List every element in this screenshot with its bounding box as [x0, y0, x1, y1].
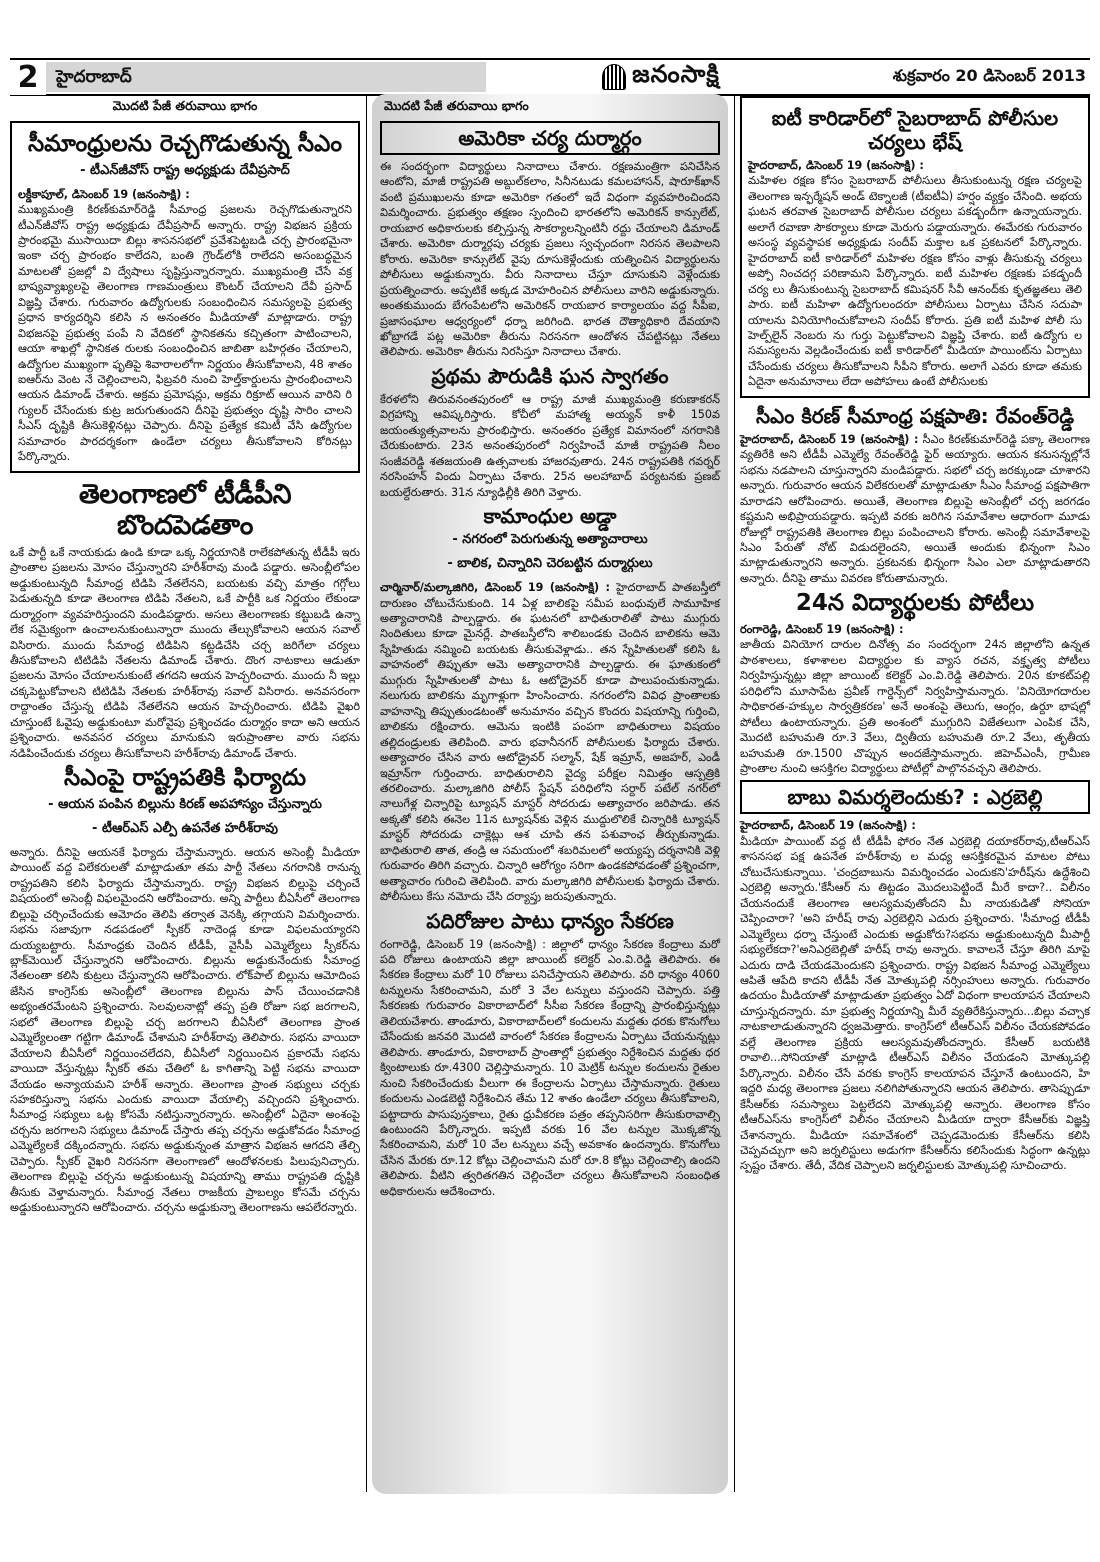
continued-kicker: మొదటి పేజీ తరువాయి భాగం	[384, 98, 529, 113]
article-errabelli	[740, 780, 1090, 1173]
article-text: సీఎం కిరణ్‌కుమార్‌రెడ్డి పక్కా తెలంగాణ వ్యతిరేకి అని టీడీపీ ఎమ్మెల్యే రేవంత్‌రెడ్డి ఫైర్ అయ్యారు. ఆయన కనుసన్నల్లోనే సభను నడపాలని చూస్తున్నారని మండిపడ్డారు. సభలో చర్చ జరక్కుండా చూశారని అన్నారు. గురువారం ఆయన విలేకరులతో మాట్లాడుతూ సీఎం సీమాంధ్ర పక్షపాతిగా మారాడని ఆరోపించారు. అయితే, తెలంగాణ బిల్లుపై అసెంబ్లీలో చర్చ జరగడం కష్టమని అభిప్రాయపడ్డారు. ఇప్పటి వరకు జరిగిన సమావేశాల ఆధారంగా మూడు రోజుల్లో రాష్ట్రపతికి తెలంగాణ బిల్లు పంపించాలని కోరారు. అసెంబ్లీ సమావేశాలపై సిఎం పేరుతో నోట్ విడుదలైందని, అయితే అందుకు భిన్నంగా సిఎం మాట్లాడుతున్నారని అన్నారు. ప్రకటనకు భిన్నంగా సిఎం ఎలా మాట్లాడుతారని అన్నారు. దీనిపై తాము వివరణ కోరుతామన్నారు.	[740, 432, 1090, 585]
article-subhead: - ఆయన పంపిన బిల్లును కిరణ్ అపహాస్యం చేస్తున్నారు	[48, 796, 322, 812]
article-tdp	[10, 479, 360, 761]
column-left	[10, 94, 360, 1494]
article-body	[740, 818, 1090, 1173]
article-subhead: - బాలిక, చిన్నారిని చెరబట్టిన దుర్మార్గులు	[447, 556, 653, 572]
article-subhead: - నగరంలో పెరుగుతున్న అత్యాచారాలు	[452, 532, 648, 548]
article-student-contests	[740, 590, 1090, 776]
article-headline: ఐటీ కారిడార్‌లో సైబరాబాద్ పోలీసుల చర్యలు భేష్	[771, 106, 1059, 154]
article-america	[380, 121, 720, 360]
article-text: హైదరాబాద్ పాతబస్తీలో దారుణం చోటుచేసుకుంది. 14 ఏళ్ల బాలికపై సమీప బంధువులే సామూహిక అత్యాచారానికి పాల్పడ్డారు. ఈ ఘటనలో బాధితురాలితో పాటు ముగ్గురు నిందితులు కూడా మైనర్లే. పాతబస్తీలోని శాలిబండకు చెందిన బాలికను ఆమె స్నేహితుడు నమ్మించి బయటకు తీసుకువెళ్లాడు.. తన స్నేహితులతో కలిసి ఓ వాహనంలో తిప్పుతూ ఆమె అత్యాచారానికి పాల్పడ్డారు. ఈ ఘాతుకంలో ముగ్గురు స్నేహితులతో పాటు ఓ ఆటోడ్రైవర్ కూడా పాలుపంచుకున్నాడు. నలుగురు బాలికను మృగాళ్లుగా హింసించారు. నగరంలోని వివిధ ప్రాంతాలకు వాహనాన్ని తిప్పుతుండటంతో అనుమానం వచ్చిన కొందరు విషయాన్ని గుర్తించి, బాలికను రక్షించారు. ఆమెను ఇంటికి పంపగా బాధితురాలు విషయం తల్లిదండ్రులకు తెలిపింది. వారు భవానీనగర్ పోలీసులకు ఫిర్యాదు చేశారు. అత్యాచారం చేసిన వారు ఆటోడ్రైవర్ సల్మాన్, షేక్ ఇమ్రాన్, అజహర్, ఎండీ ఇమ్రాన్‌గా గుర్తించారు. బాధితురాలిని వైద్య పరీక్షల నిమిత్తం ఆస్పత్రికి తరలించారు. మల్కాజిగిరి పోలీస్ స్టేషన్ పరిధిలోని సర్దార్ పటేల్ నగర్‌లో నాలుగేళ్ల చిన్నారిపై ట్యూషన్ మాస్టర్ సోదరుడు అత్యాచారం జరిపాడు. తన అక్కతో కలిసి ఈనెల 11న ట్యూషన్‌కు వెళ్లిన ముద్దులొలికే చిన్నారికి ట్యూషన్ మాస్టర్ సోదరుడు చాక్లెట్లు ఆశ చూపి తన పశువాంఛ తీర్చుకున్నాడు. బాధితురాలి తాత, తండ్రి ఆ సమయంలో శబరిమలలో అయ్యప్ప దర్శనానికి వెళ్లి గురువారం తిరిగి వచ్చారు. చిన్నారి ఆరోగ్యం సరిగా ఉండకపోవడంతో ప్రశ్నించగా, అత్యాచారం గురించి తెలిపింది. వారు మల్కాజిగిరి పోలీసులకు ఫిర్యాదు చేశారు. పోలీసులు కేసు నమోదు చేసి దర్యాప్తు జరుపుతున్నారు.	[380, 581, 720, 904]
article-dateline: రంగారెడ్డి, డిసెంబర్ 19 (జనంసాక్షి) :	[380, 937, 546, 951]
article-text: ఈ సందర్భంగా విద్యార్థులు నినాదాలు చేశారు. రక్షణమంత్రిగా పనిచేసిన ఆంటోని, మాజీ రాష్ట్రపతి అబ్దుల్‌కలాం, సినీనటుడు కమలహాసన్, షారూక్‌ఖాన్ వంటి ప్రముఖులను కూడా అమెరికా గతంలో ఇదే విధంగా వ్యవహరించిందని విమర్శించారు. ప్రభుత్వం తక్షణం స్పందించి భారతలోని అమెరికన్ కాన్సులేట్, రాయబార అధికారులకు కల్పిస్తున్న సౌకర్యాలన్నింటినీ రద్దు చేయాలని డిమాండ్ చేశారు. అమెరికా దుర్మార్గపు చర్యకు ప్రజలు స్వచ్ఛందంగా నిరసన తెలపాలని కోరారు. అమెరికా కాన్సులేట్ వైపు దూసుకెళ్లేందుకు యత్నించిన విద్యార్థులను పోలీసులు అడ్డుకున్నారు. వీరు నినాదాలు చేస్తూ దూసుకుని వెళ్లేందుకు ప్రయత్నించారు. అప్పటికే అక్కడ మోహరించిన పోలీసులు వారిని అడ్డుకున్నారు. అంతకుముందు బేగంపేటలోని అమెరికన్ రాయబార కార్యాలయం వద్ద సీపీఐ, ప్రజాసంఘాల ఆధ్వర్యంలో ధర్నా జరిగింది. భారత దౌత్యాధికారి దేవయాని ఖోబ్రాగడే పట్ల అమెరికా తీరును నిరసనగా ఆందోళన చేపట్టినట్లు నేతలు తెలిపారు. అమెరికా తీరును నిరసిస్తూ నినాదాలు చేశారు.	[380, 160, 720, 359]
article-president-welcome	[380, 364, 720, 500]
page-number: 2	[10, 60, 46, 95]
article-headline: కామాంధుల అడ్డా	[483, 504, 617, 529]
article-text: మహిళల రక్షణ కోసం సైబరాబాద్ పోలీసులు తీసుకుంటున్న రక్షణ చర్యలపై తెలంగాణ ఇన్ఫర్మేషన్ అండ్ టెక్నాలజీ (టీఐటీఏ) హర్షం వ్యక్తం చేసింది. అభయ ఘటన తరవాత సైబరాబాద్ పోలీసుల చర్యలు పకడ్బందీగా ఉన్నాయన్నారు. అలాగే రవాణా సౌకర్యాలు కూడా మెరుగు పడ్డాయన్నారు. ఈమేరకు గురువారం అసంస్థ వ్యవస్థాపక అధ్యక్షుడు సందీప్ మక్తాల ఒక ప్రకటనలో పేర్కొన్నారు. హైదరాబాద్ ఐటీ కారిడార్‌లో మహిళల రక్షణ కోసం వాళ్లు తీసుకున్న చర్యలు అప్పో నించదగ్గ పరిణామని పేర్కొన్నారు. ఐటీ మహిళల రక్షణకు పకడ్బందీ చర్య లు తీసుకుంటున్న సైబరాబాద్ కమిషనర్ సీవీ ఆనంద్‌కు కృతజ్ఞతలు తెలి పారు. ఐటీ మహిళా ఉద్యోగులందరూ పోలీసులు ఏర్పాటు చేసిన సదుపా యాలను వినియోగించుకోవాలని సందీప్ కోరారు. ప్రతి ఐటీ మహిళ పోలీ సు హెల్ప్‌లైన్ నెంబరు ను గుర్తు పెట్టుకోవాలని విజ్ఞప్తి చేశారు. ఐటీ ఉద్యోగు ల సమస్యలను వెల్లడించేందుకు ఐటీ కారిడార్‌లో మీడియా పాయింట్‌ను ఏర్పాటు చేసేందుకు చర్యలు తీసుకోవాలని సీపీని కోరారు. అలాగే ఎవరు కూడా తమకు ఏదైనా అనుమానాలు లేదా అపోహలు ఉంటే పోలీసులకు	[748, 174, 1082, 389]
column-right	[740, 94, 1090, 1494]
column-divider	[366, 96, 367, 1492]
article-headline: సీఎంపై రాష్ట్రపతికి ఫిర్యాదు	[63, 765, 307, 792]
article-body	[18, 187, 352, 465]
article-dateline: లక్డీకాపూల్, డిసెంబర్ 19 (జనంసాక్షి) :	[18, 187, 190, 201]
brand-name: జనంసాక్షి	[632, 60, 720, 88]
article-body	[748, 158, 1082, 390]
article-body	[740, 622, 1090, 777]
continued-kicker: మొదటి పేజీ తరువాయి భాగం	[112, 98, 258, 113]
article-body	[380, 580, 720, 905]
article-it-corridor	[740, 96, 1090, 398]
article-text: అన్నారు. దీనిపై ఆయనకే ఫిర్యాదు చేస్తామన్నారు. ఆయన అసెంబ్లీ మీడియా పాయింట్ వద్ద విలేకరులతో మాట్లాడుతూ తమ పార్టీ నేతలు నగరానికి రానున్న రాష్ట్రపతిని కలిసి ఫిర్యాదు చేస్తామన్నారు. రాష్ట్ర విభజన బిల్లుపై చర్చించే విషయంలో అసెంబ్లీ విఫలమైందని ఆరోపించారు. అన్ని పార్టీలు బీఏసీలో తెలంగాణ బిల్లుపై చర్చించేందుకు ఆమోదం తెలిపి తర్వాత వెనక్కి తగ్గాయని విమర్శించారు. సభను సజావుగా నడపడంలో స్పీకర్ నాదెండ్ల కూడా విఫలమయ్యారని దుయ్యబట్టారు. సీమాంధ్రకు చెందిన టీడీపీ, వైసీపీ ఎమ్మెల్యేలు స్పీకర్‌ను బ్లాక్‌మెయిల్ చేస్తున్నారని ఆరోపించారు. బిల్లును అడ్డుకునేందుకు సీమాంధ్ర నేతలంతా కలిసి కుట్రలు చేస్తున్నారని ఆరోపించారు. లోక్‌పాల్ బిల్లును ఆమోదింప జేసిన కాంగ్రెస్‌కు అసెంబ్లీలో తెలంగాణ బిల్లును పాస్ చేయించడానికి అభ్యంతరమేంటని ప్రశ్నించారు. సెలవులనాట్లో తప్ప ప్రతి రోజూ సభ జరగాలని, సభలో తెలంగాణ బిల్లుపై చర్చ జరగాలని బీఏసీలో తెలంగాణ ప్రాంత ఎమ్మెల్యేలంతా గట్టిగా డిమాండ్ చేశామని హరీశ్‌రావు తెలిపారు. సభను వాయిదా వేయాలని బీఏసీలో నిర్ణయించలేదని, బీఏసీలో నిర్ణయించిన ప్రకారమే సభను వాయిదా వేస్తున్నట్లు స్పీకర్ తమ చేతిలో ఓ కాగితాన్ని పెట్టి సభను వాయిదా వేయడం అన్యాయమని హరీశ్ అన్నారు. తెలంగాణ ప్రాంత సభ్యులు చర్చకు సహకరిస్తున్నా సభను ఎందుకు వాయిదా వేయాల్సి వచ్చిందని ప్రశ్నించారు. సీమాంధ్ర సభ్యులు ఒట్ల కోసమే నటిస్తున్నారన్నారు. అసెంబ్లీలో ఏదైనా అంశంపై చర్చను జరగాలని సభ్యులు డిమాండ్ చేస్తారు తప్ప చర్చను అడ్డుకోవడం సీమాంధ్ర ఎమ్మెల్యేలకే దక్కిందన్నారు. సభను అడ్డుకున్నంత మాత్రాన విభజన ఆగదని తేల్చి చెప్పారు. స్పీకర్ వైఖరి నిరసనగా తెలంగాణలో ఆందోళనలకు పిలుపునిచ్చారు. తెలంగాణ బిల్లుపై చర్చను అడ్డుకుంటున్న విషయాన్ని తాము రాష్ట్రపతి దృష్టికి తీసుకు వెళ్తామన్నారు. సీమాంధ్ర నేతలు రాజకీయ ప్రాబల్యం కోసమే చర్చను అడ్డుకుంటున్నారని ఆరోపించారు. చర్చను అడ్డుకున్నా తెలంగాణను ఆపలేరన్నారు.	[10, 845, 360, 1215]
article-headline: పదిరోజుల పాటు ధాన్యం సేకరణ	[426, 908, 674, 933]
section-name: హైదరాబాద్	[46, 62, 486, 92]
brand-logo	[486, 60, 836, 94]
article-text: మీడియా పాయింట్ వద్ద టీ టీడీపీ ఫోరం నేత ఎర్రబెల్లి దయాకర్‌రావు,టీఆర్ఎస్ శాసనసభ పక్ష ఉపనేత హరీశ్‌రావు ల మధ్య ఆసక్తికరమైన మాటల పోటు చోటుచేసుకున్నాయి. 'చంద్రబాబును విమర్శించడం ఎందుకని'హరీష్‌ను ఉద్దేశించి ఎర్రబెల్లి అన్నారు.'కేసీఆర్ ను తిట్టడం మొదలుపెట్టిందే మీరే కాదా?.. విలీనం చేయనందుకే తెలంగాణ ఆలస్యమవుతోందని మీ నాయకుడితో సోనియా చెప్పించారా? 'అని హరీష్ రావు ఎర్రబెల్లిని ఎదురు ప్రశ్నించారు. 'సీమాంధ్ర టీడీపీ ఎమ్మెల్యేలు ధర్నా చేస్తుంటే ఎందుకు అడ్డుకోరు?సభను అడ్డుకుంటున్నది మీపార్టీ సభ్యులేకదా?'అనిఎర్రబెల్లితో హరీష్ రావు అన్నారు. కావాలనే చేస్తూ తిరిగి మాపై ఎదురు దాడి చేయడమెందుకని ప్రశ్నించారు. రాష్ట్ర విభజన సీమాంధ్ర ఎమ్మెల్యేలు ఆపితే ఆపేది కాదని టీడీపీ నేత మోత్కుపల్లి నర్సింహులు అన్నారు. గురువారం ఉదయం మీడియాతో మాట్లాడుతూ ప్రభుత్వం ఏదో విధంగా కాలయాపన చేయాలని చూస్తున్నదన్నారు. మా ప్రభుత్వ నిర్ణయాన్ని మీరే వ్యతిరేకిస్తున్నారు...బిల్లు వచ్చాక నాటకాలాడుతున్నారని ధ్వజమెత్తారు. కాంగ్రెస్‌లో టీఆర్ఎస్ విలీనం చేయకపోవడం వల్లే తెలంగాణ ప్రక్రియ ఆలస్యమవుతోందన్నారు. కేసీఆర్ బయటికి రావాలి...సోనియాతో మాట్లాడి టీఆర్ఎస్ విలీనం చేయడంని మోత్కుపల్లి పేర్కొన్నారు. విలీనం చేసే వరకు కాంగ్రెస్ కాలయాపన చేస్తూనే ఉంటుందని, హి ఇద్దరి మధ్య తెలంగాణ ప్రజలు నలిగిపోతున్నారని ఆయన తెలిపారు. తాసెప్పుడూ కేసీఆర్‌కు సమస్యాలు పెట్టలేదని మోత్కుపల్లి అన్నారు. తెలంగాణ కోసం టీఆర్ఎస్‌ను కాంగ్రెస్‌లో విలీనం చేయాలని మీడియా ద్వారా కేసీఆర్‌కు విజ్ఞప్తి చేశానన్నారు. మీడియా సమావేశంలో చెప్పడమెందుకు కేసీఆర్‌ను కలిసి చెప్పవచ్చుగా అని జర్నలిస్టులు అడుగగా కేసీఆర్‌ను కలిసేందుకు సిద్ధంగా ఉన్నట్లు స్పష్టం చేశారు. తేదీ, వేదిక చెప్పాలని జర్నలిస్టులకు మోత్కుపల్లి సూచించారు.	[740, 834, 1090, 1173]
article-seemandhra-cm	[10, 121, 360, 473]
article-headline: అమెరికా చర్య దుర్మార్గం	[380, 121, 720, 155]
article-dateline: హైదరాబాద్, డిసెంబర్ 19 (జనంసాక్షి) :	[740, 432, 919, 446]
article-headline: సీమాంధ్రులను రెచ్చగొడుతున్న సీఎం	[27, 131, 343, 157]
article-dateline: హైదరాబాద్, డిసెంబర్ 19 (జనంసాక్షి) :	[740, 819, 916, 833]
article-text: కేరళలోని తిరువనంతపురంలో ఆ రాష్ట్ర మాజీ ముఖ్యమంత్రి కరుణాకరన్ విగ్రహాన్ని ఆవిష్కరిస్తారు. కోచీలో మహాత్మ అయ్యన్ కాళీ 150వ జయంత్యుత్సవాలను ప్రారంభిస్తారు. అనంతరం ప్రత్యేక విమానంలో నగరానికి చేరుకుంటారు. 23న అనంతపురంలో నిర్వహించే మాజీ రాష్ట్రపతి నీలం సంజీవరెడ్డి శతజయంతి ఉత్సవాలకు హాజరవుతారు. 24న రాష్ట్రపతికి గవర్నర్ నరసింహన్ విందు ఏర్పాటు చేశారు. 25న అలహాబాద్ పర్యటనకు ప్రణబ్ బయల్దేరుతారు. 31న న్యూఢిల్లీకి తిరిగి వెళ్తారు.	[380, 392, 720, 499]
article-headline: తెలంగాణలో టీడీపీని బొందపెడతాం	[78, 478, 292, 541]
article-dateline: రంగారెడ్డి, డిసెంబర్ 19 (జనంసాక్షి) :	[740, 622, 904, 636]
column-divider	[734, 96, 735, 1492]
article-subhead: - టీఎన్‌జీవోస్ రాష్ట్ర అధ్యక్షుడు దేవీప్రసాద్	[80, 162, 290, 178]
article-crime	[380, 504, 720, 905]
article-text: జిల్లాలో ధాన్యం సేకరణ కేంద్రాలు మరో పది రోజులు ఉంటాయని జిల్లా జాయింట్ కలెక్టర్ ఎం.వి.రెడ్డి తెలిపారు. ఈ సేకరణ కేంద్రాలు మరో 10 రోజులు పనిచేస్తాయని తెలిపారు. వరి ధాన్యం 4060 టన్నులను సేకరించామని, మరో 3 వేల టన్నులు వస్తుందని చెప్పారు. పత్తి సేకరణకు గురువారం వికారాబాద్‌లో సీసీఐ సేకరణ కేంద్రాన్ని ప్రారంభిస్తున్నట్లు తెలియచేశారు. తాండూరు, వికారాబాద్‌లలో కందులను మద్దతు ధరకు కొనుగోలు చేసేందుకు జనవరి మొదటి వారంలో సేకరణ కేంద్రాలను ఏర్పాటు చేయనున్నట్లు తెలిపారు. తాండూరు, వికారాబాద్ ప్రాంతాల్లో ప్రభుత్వం నిర్దేశించిన మద్దతు ధర క్వింటాలుకు రూ.4300 చెల్లిస్తామన్నారు. 10 మెట్రిక్ టన్నుల కందులను రైతుల నుంచి సేకరించేందుకు వీలుగా ఈ కేంద్రాలను ఏర్పాటు చేస్తామన్నారు. రైతులు కందులను ఎండబెట్టి నిర్దేశించిన తేమ 12 శాతం ఉండేలా చర్యలు తీసుకోవాలని, పట్టాదారు పాసుపుస్తకాలు, రైతు ధ్రువీకరణ పత్రం తప్పనిసరిగా తీసుకురావాల్సి ఉంటుందని పేర్కొన్నారు. ఇప్పటి వరకు 16 వేల టన్నుల మొక్కజొన్న సేకరించామని, మరో 10 వేల టన్నులు వచ్చే అవకాశం ఉందన్నారు. కొనుగోలు చేసిన మేరకు రూ.12 కోట్లు చెల్లించామని మరో రూ.8 కోట్లు చెల్లించాల్సి ఉందని తెలిపారు. వీటిని త్వరితగతిన చెల్లించేలా చర్యలు తీసుకోవాలని సంబంధిత అధికారులను ఆదేశించారు.	[380, 937, 721, 1198]
masthead	[10, 58, 1090, 96]
article-headline: ప్రథమ పౌరుడికి ఘన స్వాగతం	[431, 363, 669, 388]
article-text: ముఖ్యమంత్రి కిరణ్‌కుమార్‌రెడ్డి సీమాంధ్ర ప్రజలను రెచ్చగొడుతున్నారని టీఎన్‌జీవోస్ రాష్ట్ర అధ్యక్షుడు దేవీప్రసాద్ అన్నారు. రాష్ట్ర విభజన ప్రక్రియ ప్రారంభమై ముసాయిదా బిల్లు శాసనసభలో ప్రవేశపెట్టబడి చర్చ ప్రారంభమైనా ఇంకా చర్చ ప్రారంభం కాలేదని, బంతి గ్రౌండ్‌లోకి రాలేదని అసంబద్ధమైన మాటలతో ప్రజల్లో వి ద్వేషాలు సృష్టిస్తున్నారన్నారు. ముఖ్యమంత్రి చేసే వక్ర భాష్యవ్యాఖ్యలపై తెలంగాణ గాణమంత్రులు కౌంటర్ చేయాలని దేవీ ప్రసాద్ విజ్ఞప్తి చేశారు. గురువారం ఉద్యోగులకు సంబంధించిన సమస్యలపై ప్రభుత్వ ప్రధాన కార్యదర్శిని కలిసి న అనంతరం మీడియాతో మాట్లాడారు. రాష్ట్ర విభజనపై ప్రభుత్వ పంపే ని వేదికలో స్థానికతను కచ్చితంగా పాటించాలని, ఆయా శాఖల్లో స్థానికత రులకు సంబంధించిన జాబితా బహిర్గతం చేయాలని, ఉద్యోగుల ముఖ్యంగా ఫృతిపై శివారాలలోగా నిర్ణయం తీసుకోవాలని, 48 శాతం ఐఆర్‌ను వెంట నే చెల్లించాలని, ఫిబ్రవరి నుంచి హెల్త్‌కార్డులను ప్రారంభించాలని ఆయన డిమాండ్ చేశారు. అక్రమ ప్రమోషన్లు, అక్రమ రిక్రూట్ ఆయిన వారిని రి గ్యులర్ చేసేందుకు కుట్ర జరుగుతుందని దీనిపై ప్రభుత్వం దృష్టి సారిం చాలని సీఎస్ దృష్టికి తీసుకెళ్లినట్లు చెప్పారు. దీనిపై ప్రత్యేక కమిటీ వేసి ఉద్యోగుల సమాచారం పారదర్శకంగా ఉండేలా చర్యలు తీసుకోవాలని కోరినట్లు పేర్కొన్నారు.	[18, 203, 352, 464]
article-president-complaint	[10, 765, 360, 1215]
column-center	[372, 94, 728, 1494]
article-subhead: - టీఆర్ఎస్ ఎల్పీ ఉపనేత హరీశ్‌రావు	[92, 820, 278, 836]
article-headline: 24న విద్యార్థులకు పోటీలు	[795, 590, 1035, 617]
article-dateline: చార్మినార్/మల్కాజిగిరి, డిసెంబర్ 19 (జనంసాక్షి) :	[380, 581, 611, 595]
article-grain	[380, 909, 720, 1200]
issue-date: శుక్రవారం 20 డిసెంబర్ 2013	[892, 65, 1086, 85]
article-headline: సీఎం కిరణ్ సీమాంధ్ర పక్షపాతి: రేవంత్‌రెడ్డి	[755, 403, 1075, 428]
article-body	[380, 937, 720, 1200]
article-body	[740, 432, 1090, 587]
lion-emblem-icon	[602, 64, 626, 90]
article-revanth	[740, 404, 1090, 587]
article-dateline: హైదరాబాద్, డిసెంబర్ 19 (జనంసాక్షి) :	[748, 159, 924, 172]
article-text: జాతీయ వినియోగ దారుల దినోత్స వం సందర్భంగా 24న జిల్లాలోని ఉన్నత పాఠశాలలు, కళాశాలల విద్యార్థుల కు వ్యాస రచన, వక్తృత్వ పోటీలు నిర్వహిస్తున్నట్లు జిల్లా జాయింట్ కలెక్టర్ ఎం.వి.రెడ్డి తెలిపారు. 20న కూకట్‌పల్లి పరిధిలోని మూసాపేట ప్రవీణ్ గార్డెన్స్‌లో నిర్వహిస్తామన్నారు. 'వినియోగదారుల సాధికారత-హక్కుల సార్వత్రికరణ' అనే అంశంపై తెలుగు, ఆంగ్లం, ఉర్దూ భాషల్లో పోటీలు ఉంటాయన్నారు. ప్రతి అంశంలో ముగ్గురిని విజేతలుగా ఎంపిక చేసి, మొదటి బహుమతి రూ.3 వేలు, ద్వితీయ బహుమతి రూ.2 వేలు, తృతీయ బహుమతి రూ.1500 చొప్పున అందజేస్తామన్నారు. జిహెచ్ఎంసీ, గ్రామీణ ప్రాంతాల నుంచి ఆసక్తిగల విద్యార్థులు పోటీల్లో పాల్గొనవచ్చని తెలిపారు.	[740, 638, 1090, 775]
article-text: ఒకే పార్టీ ఒకే నాయకుడు ఉండి కూడా ఒక్క నిర్ణయానికి రాలేకపోతున్న టీడీపీ ఇరు ప్రాంతాల ప్రజలను మోసం చేస్తున్నారని హరీశ్‌రావు మండి పడ్డారు. అసెంబ్లీలోపల అడ్డుకుంటున్నది సీమాంధ్ర టిడిపి నేతలేనని, బయటకు వచ్చి మాత్రం గగ్గోలు పెడుతున్నది కూడా తెలంగాణ టిడిపి నేతలని, ఒకే పార్టీకి ఒక నిర్ణయం లేకుండా దుర్మార్గంగా వ్యవహరిస్తుందని మండిపడ్డారు. అసలు తెలంగాణకు కట్టుబడి ఉన్నా లేక సమైక్యంగా ఉంచాలనుకుంటున్నారా ముందు తేల్చుకోవాలని ఆయన సవాల్ విసిరారు. ముందు సీమాంధ్ర టిడిపిని కట్టడిచేసి చర్చ జరిగేలా చర్యలు తీసుకోవాలని టిటిడిపి నేతలను డిమాండ్ చేశారు. దొంగ నాటకాలు ఆడుతూ ప్రజలను మోసం చేయాలనుకుంటే తగదని ఆయన హెచ్చరించారు. ముందు నీ ఇల్లు చక్కపెట్టుకోవాలని టిటిడిపి నేతలకు హరీశ్‌రావు సవాల్ విసిరారు. అనవసరంగా రాద్దాంతం చేస్తున్న టిడిపి నేతలేనని ఆయన హెచ్చరించారు. టిడిపి వైఖరి చూస్తుంటే ఓవైపు అడ్డుకుంటూ మరోవైపు ప్రశ్నించడం దుర్మార్గం కాదా అని ఆయన ప్రశ్నించారు. అనవసర చర్యలు మానుకుని ఇరుప్రాంతాల వారు సభను నడిపించేందుకు చర్యలు తీసుకోవాలని హరీశ్‌రావు డిమాండ్ చేశారు.	[10, 545, 360, 760]
article-headline: బాబు విమర్శలెందుకు? : ఎర్రబెల్లి	[740, 780, 1090, 814]
